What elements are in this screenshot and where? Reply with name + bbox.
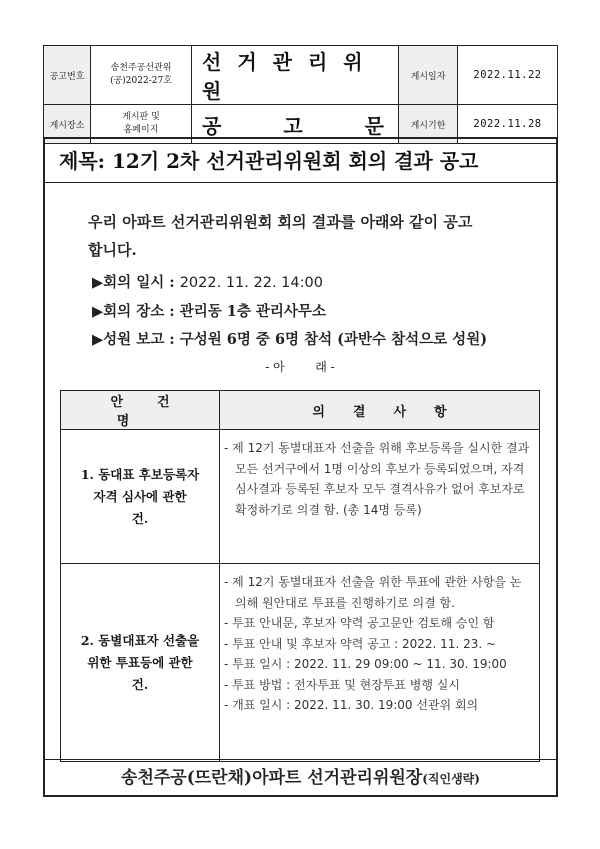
- location-value: 게시판 및 홈페이지: [91, 105, 192, 144]
- agenda-item-2: 2. 동별대표자 선출을 위한 투표등에 관한 건.: [61, 564, 220, 762]
- agenda-table: [60, 390, 540, 762]
- col-header-item: 안건명: [61, 391, 220, 430]
- list-item: - 투표 안내문, 후보자 약력 공고문안 검토해 승인 함: [224, 613, 531, 634]
- notice-title: 제목: 12기 2차 선거관리위원회 회의 결과 공고: [45, 139, 556, 183]
- deadline-date: 2022.11.28: [458, 105, 558, 144]
- post-date-label: 게시일자: [399, 46, 458, 105]
- notice-no-label: 공고번호: [44, 46, 91, 105]
- meeting-place: ▶회의 장소 : 관리동 1층 관리사무소: [92, 303, 326, 320]
- meeting-date: ▶회의 일시 : 2022. 11. 22. 14:00: [92, 274, 323, 291]
- agenda-result-2: [220, 564, 540, 762]
- committee-name: 선거관리위원: [192, 46, 399, 105]
- notice-no-value: 송천주공선관위 (공)2022-27호: [91, 46, 192, 105]
- agenda-result-1: [220, 430, 540, 564]
- post-date: 2022.11.22: [458, 46, 558, 105]
- location-label: 게시장소: [44, 105, 91, 144]
- meeting-quorum: ▶성원 보고 : 구성원 6명 중 6명 참석 (과반수 참석으로 성원): [92, 331, 488, 348]
- table-row: [61, 430, 540, 564]
- col-header-result: 의결사항: [220, 391, 540, 430]
- notice-word: 공 고 문: [192, 105, 399, 144]
- signature-line: 송천주공(뜨란채)아파트 선거관리위원장(직인생략): [45, 759, 556, 795]
- list-item: - 투표 방법 : 전자투표 및 현장투표 병행 실시: [224, 675, 531, 696]
- list-item: - 제 12기 동별대표자 선출을 위한 투표에 관한 사항을 논의해 원안대로 투표를 진행하기로 의결 함.: [224, 572, 531, 613]
- list-item: - 제 12기 동별대표자 선출을 위해 후보등록을 실시한 결과 모든 선거구에서 1명 이상의 후보가 등록되었으며, 자격심사결과 등록된 후보자 모두 결격사유가 없어 후보자로 확정하기로 의결 함. (총 14명 등록): [224, 438, 531, 520]
- table-row: [61, 564, 540, 762]
- list-item: - 투표 안내 및 후보자 약력 공고 : 2022. 11. 23. ~: [224, 634, 531, 655]
- list-item: - 투표 일시 : 2022. 11. 29 09:00 ~ 11. 30. 19:00: [224, 654, 531, 675]
- list-item: - 개표 일시 : 2022. 11. 30. 19:00 선관위 회의: [224, 695, 531, 716]
- below-heading: - 아 래 -: [265, 360, 335, 374]
- deadline-label: 게시기한: [399, 105, 458, 144]
- intro-text: 우리 아파트 선거관리위원회 회의 결과를 아래와 같이 공고 합니다.: [88, 213, 473, 259]
- notice-header-table: [43, 45, 558, 144]
- agenda-item-1: 1. 동대표 후보등록자 자격 심사에 관한 건.: [61, 430, 220, 564]
